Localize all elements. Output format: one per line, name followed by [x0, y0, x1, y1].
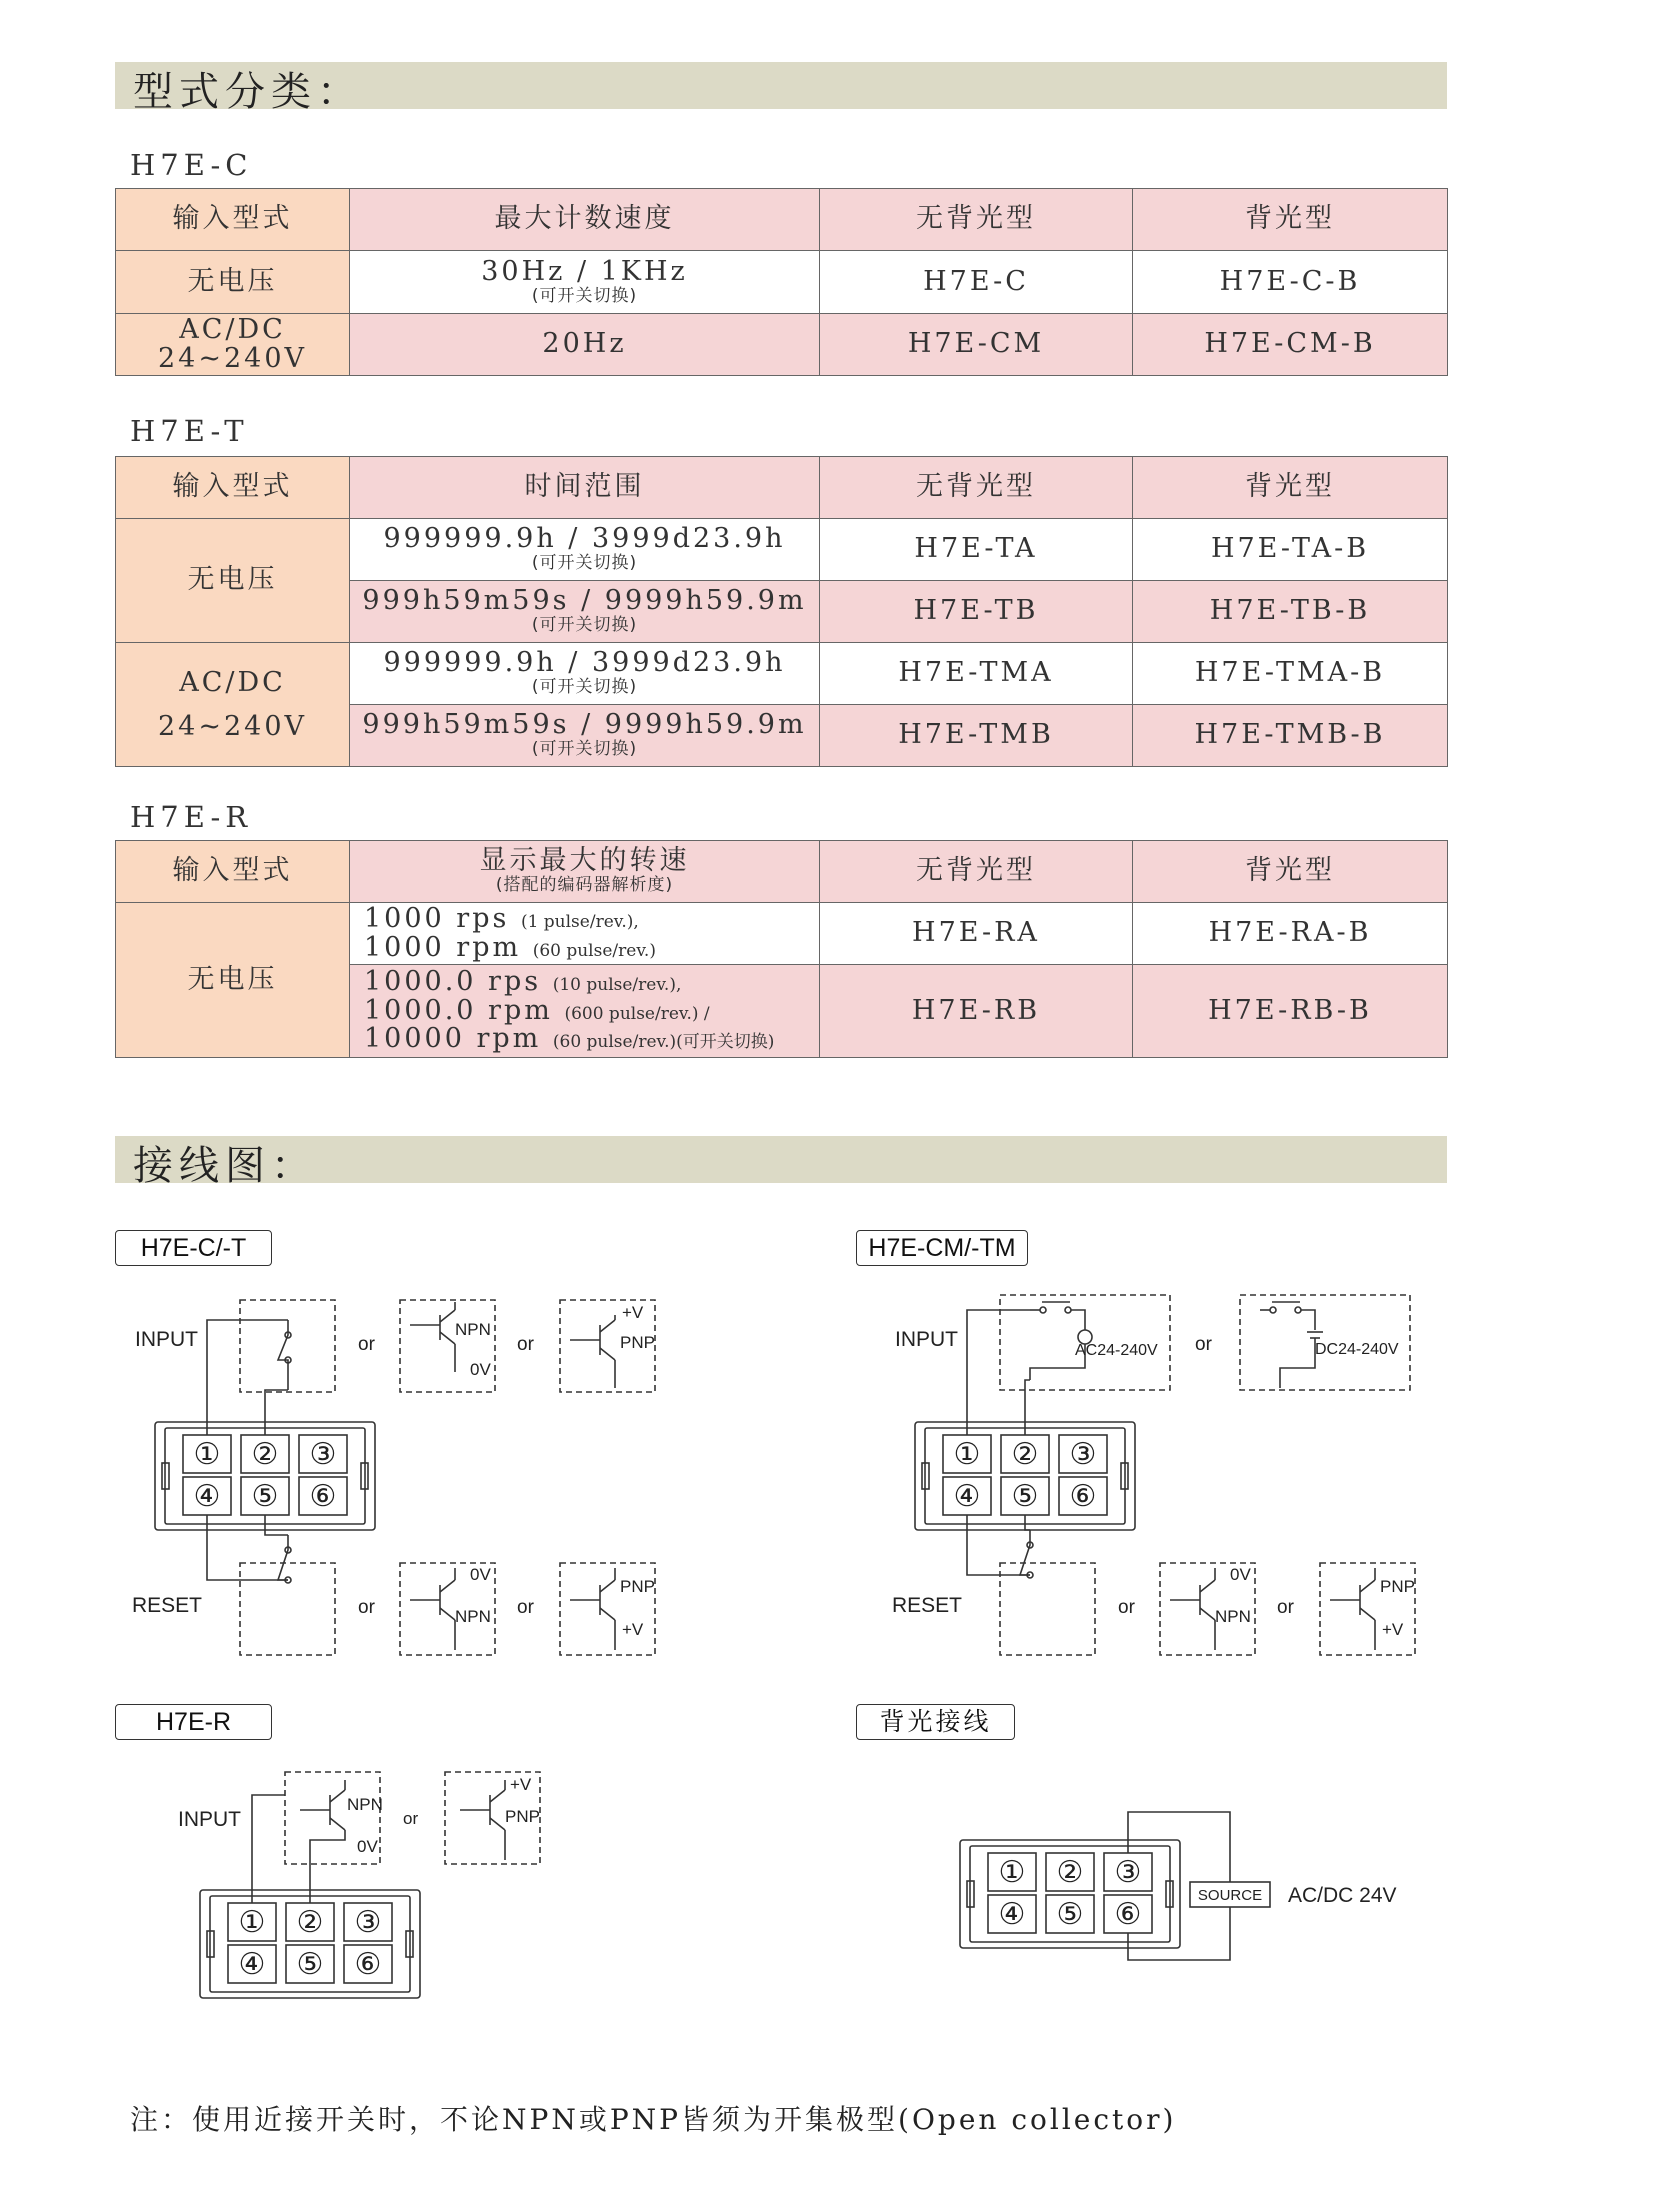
model-cell: H7E-TMA	[820, 643, 1133, 705]
supply-label: AC/DC 24V	[1288, 1884, 1397, 1907]
zero-v-label: 0V	[357, 1837, 378, 1856]
npn-label: NPN	[347, 1795, 383, 1814]
table-row	[116, 519, 1448, 581]
speed-note: (10 pulse/rev.),	[552, 975, 682, 996]
or-label: or	[403, 1809, 419, 1828]
speed-value: 1000 rpm	[364, 931, 522, 963]
terminal-number: ④	[998, 1898, 1026, 1931]
section-title: 型式分类：	[133, 69, 363, 115]
speed-note: (1 pulse/rev.),	[520, 912, 639, 933]
header-cell: 输入型式	[116, 457, 350, 519]
plus-v-label: +V	[622, 1620, 644, 1639]
model-cell: H7E-C	[820, 251, 1133, 314]
terminal-number: ⑤	[1056, 1898, 1084, 1931]
speed-cell	[350, 965, 820, 1058]
or-label: or	[358, 1334, 375, 1355]
speed-cell	[350, 251, 820, 314]
header-cell: 最大计数速度	[350, 189, 820, 251]
terminal-number: ⑤	[296, 1948, 324, 1981]
terminal-number: ⑤	[1011, 1480, 1039, 1513]
speed-cell: 20Hz	[350, 314, 820, 376]
diagram-title-ct: H7E-C/-T	[115, 1230, 272, 1266]
input-line: 24~240V	[157, 342, 307, 374]
pnp-label: PNP	[505, 1807, 540, 1826]
input-line: AC/DC	[179, 314, 286, 346]
model-label-r: H7E-R	[130, 800, 253, 834]
speed-note: (60 pulse/rev.)(可开关切换)	[552, 1032, 775, 1053]
terminal-number: ⑤	[251, 1480, 279, 1513]
npn-label: NPN	[455, 1607, 491, 1626]
header-cell: 无背光型	[820, 189, 1133, 251]
header-cell: 无背光型	[820, 841, 1133, 903]
range-value: 999h59m59s / 9999h59.9m	[362, 709, 807, 741]
terminal-number: ③	[1114, 1856, 1142, 1889]
wiring-diagram-cmtm	[870, 1280, 1440, 1670]
table-row	[116, 251, 1448, 314]
model-cell: H7E-TB	[820, 581, 1133, 643]
terminal-number: ③	[1069, 1438, 1097, 1471]
range-value: 999h59m59s / 9999h59.9m	[362, 585, 807, 617]
input-label: INPUT	[135, 1328, 198, 1351]
model-cell: H7E-TMB-B	[1133, 705, 1448, 767]
terminal-number: ②	[296, 1906, 324, 1939]
wiring-diagram-r	[150, 1760, 570, 2020]
model-cell: H7E-TMA-B	[1133, 643, 1448, 705]
input-label: INPUT	[178, 1808, 241, 1831]
range-cell	[350, 519, 820, 581]
or-label: or	[517, 1334, 534, 1355]
range-note: (可开关切换)	[531, 739, 638, 760]
diagram-title-backlight: 背光接线	[856, 1704, 1015, 1740]
terminal-number: ⑥	[309, 1480, 337, 1513]
range-note: (可开关切换)	[531, 677, 638, 698]
model-cell: H7E-TB-B	[1133, 581, 1448, 643]
speed-cell	[350, 903, 820, 965]
header-cell: 背光型	[1133, 457, 1448, 519]
pnp-label: PNP	[620, 1333, 655, 1352]
or-label: or	[1195, 1334, 1212, 1355]
range-note: (可开关切换)	[531, 615, 638, 636]
header-cell: 输入型式	[116, 189, 350, 251]
input-cell: 无电压	[116, 903, 350, 1058]
terminal-number: ①	[998, 1856, 1026, 1889]
terminal-number: ⑥	[1114, 1898, 1142, 1931]
or-label: or	[1277, 1597, 1294, 1618]
terminal-number: ③	[354, 1906, 382, 1939]
npn-label: NPN	[455, 1320, 491, 1339]
source-label: SOURCE	[1197, 1887, 1263, 1904]
header-cell: 输入型式	[116, 841, 350, 903]
zero-v-label: 0V	[470, 1360, 491, 1379]
diagram-title-cmtm: H7E-CM/-TM	[856, 1230, 1028, 1266]
zero-v-label: 0V	[1230, 1565, 1251, 1584]
speed-note: (600 pulse/rev.) /	[564, 1003, 710, 1024]
section-title: 接线图：	[133, 1143, 317, 1189]
header-cell: 背光型	[1133, 189, 1448, 251]
header-cell: 时间范围	[350, 457, 820, 519]
input-cell: 无电压	[116, 519, 350, 643]
model-cell: H7E-C-B	[1133, 251, 1448, 314]
range-note: (可开关切换)	[531, 553, 638, 574]
speed-note: (可开关切换)	[531, 285, 638, 306]
table-c-series	[115, 188, 1448, 376]
model-cell: H7E-RA-B	[1133, 903, 1448, 965]
speed-note: (60 pulse/rev.)	[532, 940, 656, 961]
diagram-title-r: H7E-R	[115, 1704, 272, 1740]
model-label-t: H7E-T	[130, 414, 249, 448]
range-cell	[350, 581, 820, 643]
section-header-model-types	[115, 62, 1447, 115]
range-cell	[350, 643, 820, 705]
or-label: or	[1118, 1597, 1135, 1618]
speed-value: 10000 rpm	[364, 1023, 542, 1055]
npn-label: NPN	[1215, 1607, 1251, 1626]
range-value: 999999.9h / 3999d23.9h	[383, 523, 786, 555]
terminal-number: ①	[238, 1906, 266, 1939]
terminal-number: ②	[1056, 1856, 1084, 1889]
model-cell: H7E-RA	[820, 903, 1133, 965]
table-t-series	[115, 456, 1448, 767]
header-cell: 背光型	[1133, 841, 1448, 903]
zero-v-label: 0V	[470, 1565, 491, 1584]
input-line: 24~240V	[157, 710, 307, 742]
terminal-number: ④	[193, 1480, 221, 1513]
table-r-series	[115, 840, 1448, 1058]
plus-v-label: +V	[622, 1303, 644, 1322]
model-cell: H7E-CM-B	[1133, 314, 1448, 376]
terminal-number: ④	[238, 1948, 266, 1981]
terminal-number: ①	[193, 1438, 221, 1471]
input-label: INPUT	[895, 1328, 958, 1351]
table-row	[116, 314, 1448, 376]
table-row	[116, 643, 1448, 705]
plus-v-label: +V	[510, 1775, 532, 1794]
speed-value: 1000 rps	[364, 903, 510, 935]
header-cell	[350, 841, 820, 903]
speed-value: 30Hz / 1KHz	[481, 255, 688, 287]
model-cell: H7E-TA	[820, 519, 1133, 581]
input-cell	[116, 314, 350, 376]
model-label-c: H7E-C	[130, 148, 253, 182]
range-value: 999999.9h / 3999d23.9h	[383, 647, 786, 679]
model-cell: H7E-CM	[820, 314, 1133, 376]
reset-label: RESET	[892, 1594, 963, 1617]
terminal-number: ①	[953, 1438, 981, 1471]
dc-label: DC24-240V	[1315, 1341, 1399, 1358]
wiring-diagram-backlight	[950, 1800, 1430, 1970]
header-title: 显示最大的转速	[479, 845, 690, 877]
header-cell: 无背光型	[820, 457, 1133, 519]
table-row	[116, 903, 1448, 965]
terminal-number: ②	[1011, 1438, 1039, 1471]
model-cell: H7E-RB-B	[1133, 965, 1448, 1058]
input-cell: 无电压	[116, 251, 350, 314]
terminal-number: ③	[309, 1438, 337, 1471]
terminal-number: ④	[953, 1480, 981, 1513]
section-header-wiring	[115, 1136, 1447, 1189]
model-cell: H7E-RB	[820, 965, 1133, 1058]
terminal-number: ⑥	[354, 1948, 382, 1981]
speed-value: 1000.0 rps	[364, 966, 542, 998]
speed-value: 1000.0 rpm	[364, 994, 553, 1026]
plus-v-label: +V	[1382, 1620, 1404, 1639]
model-cell: H7E-TMB	[820, 705, 1133, 767]
terminal-number: ⑥	[1069, 1480, 1097, 1513]
ac-label: AC24-240V	[1075, 1342, 1158, 1359]
or-label: or	[358, 1597, 375, 1618]
reset-label: RESET	[132, 1594, 203, 1617]
model-cell: H7E-TA-B	[1133, 519, 1448, 581]
input-cell	[116, 643, 350, 767]
range-cell	[350, 705, 820, 767]
pnp-label: PNP	[620, 1577, 655, 1596]
terminal-number: ②	[251, 1438, 279, 1471]
header-note: (搭配的编码器解析度)	[495, 875, 674, 896]
wiring-diagram-ct	[110, 1280, 680, 1670]
pnp-label: PNP	[1380, 1577, 1415, 1596]
or-label: or	[517, 1597, 534, 1618]
input-line: AC/DC	[179, 667, 286, 699]
footnote: 注：使用近接开关时，不论NPN或PNP皆须为开集极型(Open collector)	[130, 2103, 1177, 2136]
